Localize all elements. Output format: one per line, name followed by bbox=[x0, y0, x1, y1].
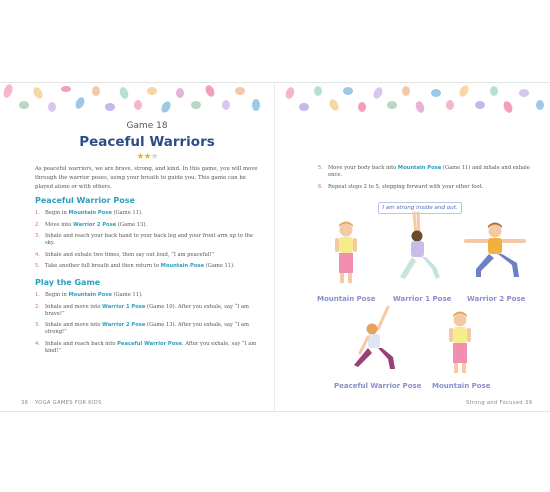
step-item: 2. Move into Warrior 2 Pose (Game 13). bbox=[35, 221, 148, 228]
step-item: 2. Inhale and move into Warrior 1 Pose (Game 10). After you exhale, say “I am brave!” bbox=[35, 303, 249, 317]
step-item: 6. Repeat steps 2 to 5, stepping forward with your other foot. bbox=[318, 183, 484, 190]
step-item: 3. Inhale and move into Warrior 2 Pose (Game 13). After you exhale, say “I am strong!” bbox=[35, 322, 249, 335]
pose-link: Peaceful Warrior Pose bbox=[117, 340, 182, 347]
page-number-right: 39 bbox=[525, 400, 533, 406]
step-number: 6. bbox=[318, 183, 323, 190]
section-heading-peaceful-warrior: Peaceful Warrior Pose bbox=[35, 196, 135, 205]
step-number: 2. bbox=[35, 221, 40, 228]
step-item: 3. Inhale and reach your back hand to your back leg and your front arm up to the sky. bbox=[35, 233, 254, 246]
speech-caption: I am strong inside and out. bbox=[378, 202, 462, 214]
caption-peaceful-warrior-pose: Peaceful Warrior Pose bbox=[334, 382, 422, 390]
step-number: 4. bbox=[35, 251, 40, 258]
step-number: 3. bbox=[35, 233, 40, 239]
star-filled-icon: ★ bbox=[136, 152, 144, 162]
game-number: Game 18 bbox=[126, 121, 168, 131]
pose-link: Mountain Pose bbox=[397, 165, 442, 171]
steps-list-peaceful-warrior bbox=[35, 210, 259, 275]
step-number: 3. bbox=[35, 322, 40, 328]
pose-link: Mountain Pose bbox=[68, 292, 112, 298]
confetti-border bbox=[0, 83, 550, 119]
pose-link: Mountain Pose bbox=[160, 263, 204, 269]
warrior-1-pose-illustration bbox=[392, 211, 442, 287]
caption-warrior-2-pose: Warrior 2 Pose bbox=[467, 295, 526, 303]
section-heading-play: Play the Game bbox=[35, 278, 101, 287]
step-number: 2. bbox=[35, 303, 40, 310]
step-number: 1. bbox=[35, 292, 40, 298]
step-item: 5. Move your body back into Mountain Pose (Game 11) and inhale and exhale once. bbox=[318, 165, 530, 178]
step-item: 1. Begin in Mountain Pose (Game 11). bbox=[35, 210, 143, 216]
warrior-2-pose-illustration bbox=[462, 217, 528, 283]
step-number: 5. bbox=[35, 263, 40, 269]
mountain-pose-illustration bbox=[328, 219, 364, 289]
step-item: 5. Take another full breath and then return to Mountain Pose (Game 11). bbox=[35, 263, 235, 269]
step-item: 4. Inhale and exhale two times, then say out loud, “I am peaceful!” bbox=[35, 251, 215, 258]
caption-mountain-pose-2: Mountain Pose bbox=[432, 382, 491, 390]
steps-list-play bbox=[35, 292, 259, 359]
peaceful-warrior-pose-illustration bbox=[348, 303, 400, 375]
book-spread bbox=[0, 82, 550, 412]
caption-mountain-pose: Mountain Pose bbox=[317, 295, 376, 303]
caption-warrior-1-pose: Warrior 1 Pose bbox=[393, 295, 452, 303]
page-title: Peaceful Warriors bbox=[79, 134, 215, 150]
pose-link: Warrior 1 Pose bbox=[102, 303, 146, 310]
book-gutter bbox=[274, 83, 275, 411]
running-footer-left: YOGA GAMES FOR KIDS bbox=[35, 400, 102, 406]
step-item: 4. Inhale and reach back into Peaceful Warrior Pose. After you exhale, say “I am kind!” bbox=[35, 340, 257, 354]
difficulty-stars bbox=[35, 152, 259, 162]
step-item: 1. Begin in Mountain Pose (Game 11). bbox=[35, 292, 143, 298]
pose-link: Warrior 2 Pose bbox=[102, 322, 146, 328]
steps-list-continued bbox=[318, 165, 542, 195]
running-footer-right: Strong and Focused bbox=[466, 400, 523, 406]
intro-paragraph: As peaceful warriors, we are brave, strong, and kind. In this game, you will move through the warrior poses, using your breath to guide you. This game can be played alone or with others. bbox=[35, 166, 258, 190]
step-number: 1. bbox=[35, 210, 40, 216]
pose-link: Warrior 2 Pose bbox=[72, 221, 117, 228]
star-empty-icon: ★ bbox=[150, 152, 158, 162]
mountain-pose-illustration-2 bbox=[442, 309, 478, 379]
pose-link: Mountain Pose bbox=[68, 210, 112, 216]
star-filled-icon: ★ bbox=[143, 152, 151, 162]
page-number-left: 38 bbox=[21, 400, 29, 406]
step-number: 5. bbox=[318, 165, 323, 171]
step-number: 4. bbox=[35, 340, 40, 347]
